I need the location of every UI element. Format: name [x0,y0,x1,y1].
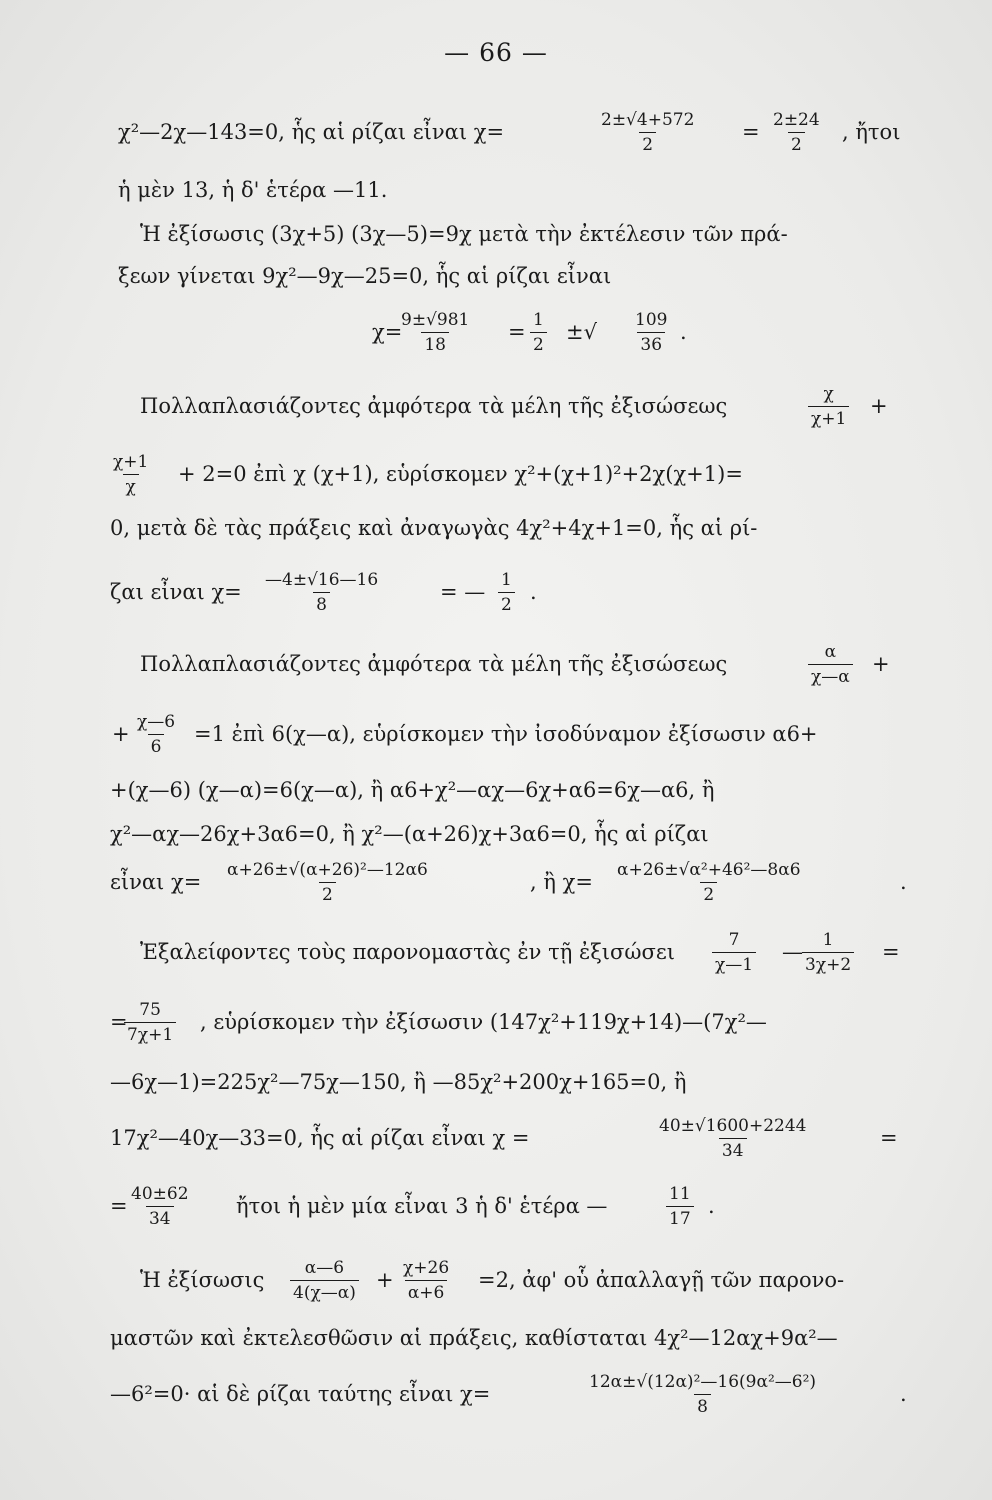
text-line-7: χ+1 χ + 2=0 ἐπὶ χ (χ+1), εὑρίσκομεν χ²+(χ+1)²+2χ(χ+1)= [0,442,992,506]
text-line-16: = 75 7χ+1 , εὑρίσκομεν τὴν ἐξίσωσιν (147χ²+119χ+14)—(7χ²— [0,990,992,1054]
fraction-x-over-x1: χ χ+1 [808,374,849,438]
text-line-2: ἡ μὲν 13, ἡ δ' ἑτέρα —11. [118,178,388,202]
fraction-a-over-x-a: α χ—α [808,632,853,696]
text-line-15: Ἐξαλείφοντες τοὺς παρονομαστὰς ἐν τῇ ἐξισώσει 7 χ—1 — 1 3χ+2 = [0,920,992,984]
text-line-12: +(χ—6) (χ—α)=6(χ—α), ἢ α6+χ²—αχ—6χ+α6=6χ—α6, ἢ [110,778,715,802]
line-1-equals: = [742,120,760,144]
text-line-9: ζαι εἶναι χ= —4±√16—16 8 = — 1 2 . [0,560,992,624]
fraction-1600-2244: 40±√1600+2244 34 [659,1115,807,1161]
line-1-text-a: χ²—2χ—143=0, ἧς αἱ ρίζαι εἶναι χ= [118,120,505,144]
text-line-17: —6χ—1)=225χ²—75χ—150, ἢ —85χ²+200χ+165=0, ἢ [110,1070,687,1094]
fraction-1-over-3x2: 1 3χ+2 [802,920,854,984]
fraction-x1-over-x: χ+1 χ [113,451,149,497]
text-line-11: + χ—6 6 =1 ἐπὶ 6(χ—α), εὑρίσκομεν τὴν ἰσοδύναμον ἐξίσωσιν α6+ [0,702,992,766]
fraction-root-formula-2: α+26±√α²+46²—8α6 2 [617,859,801,905]
fraction-x-6-over-6: χ—6 6 [137,711,176,757]
text-line-20: Ἡ ἐξίσωσις α—6 4(χ—α) + χ+26 α+6 =2, ἀφ' οὗ ἀπαλλαγῇ τῶν παρονο- [0,1248,992,1312]
fraction-quadratic-root: 2±√4+572 2 [601,109,695,155]
fraction-x26-over-a6: χ+26 α+6 [403,1257,450,1303]
text-line-1 [0,100,992,164]
equation-line-5: χ= 9±√981 18 = 1 2 ±√ 109 36 . [0,300,992,364]
fraction-12a: 12α±√(12α)²—16(9α²—6²) 8 [589,1371,817,1417]
text-line-10: Πολλαπλασιάζοντες ἀμφότερα τὰ μέλη τῆς ἐξισώσεως α χ—α + [0,632,992,696]
fraction-half: 1 2 [530,300,547,364]
text-line-13: χ²—αχ—26χ+3α6=0, ἢ χ²—(α+26)χ+3α6=0, ἧς αἱ ρίζαι [110,822,709,846]
fraction-11-17: 11 17 [666,1174,694,1238]
text-line-18: 17χ²—40χ—33=0, ἧς αἱ ρίζαι εἶναι χ = 40±√1600+2244 34 = [0,1106,992,1170]
fraction-109-36: 109 36 [635,309,668,355]
text-line-14: εἶναι χ= α+26±√(α+26)²—12α6 2 , ἢ χ= α+26±√α²+46²—8α6 2 . [0,850,992,914]
text-line-21: μαστῶν καὶ ἐκτελεσθῶσιν αἱ πράξεις, καθίσταται 4χ²—12αχ+9α²— [110,1326,838,1350]
fraction-one-half: 1 2 [498,560,515,624]
fraction-7-over-x-1: 7 χ—1 [712,920,756,984]
page-number: — 66 — [444,38,548,67]
fraction-16-16: —4±√16—16 8 [265,569,379,615]
line-1-text-c: , ἤτοι [842,120,901,144]
text-line-22: —6²=0· αἱ δὲ ρίζαι ταύτης εἶναι χ= 12α±√(12α)²—16(9α²—6²) 8 . [0,1362,992,1426]
fraction-a-b-over-4xa: α—6 4(χ—α) [290,1248,359,1312]
text-line-19: = 40±62 34 ἤτοι ἡ μὲν μία εἶναι 3 ἡ δ' ἑτέρα — 11 17 . [0,1174,992,1238]
fraction-981: 9±√981 18 [401,309,470,355]
fraction-75: 75 7χ+1 [124,990,176,1054]
fraction-root-value: 2±24 2 [773,109,820,155]
text-line-6: Πολλαπλασιάζοντες ἀμφότερα τὰ μέλη τῆς ἐξισώσεως χ χ+1 + [0,374,992,438]
text-line-3: Ἡ ἐξίσωσις (3χ+5) (3χ—5)=9χ μετὰ τὴν ἐκτέλεσιν τῶν πρά- [140,222,788,246]
fraction-40-62: 40±62 34 [131,1183,189,1229]
fraction-root-formula-1: α+26±√(α+26)²—12α6 2 [227,859,428,905]
text-line-8: 0, μετὰ δὲ τὰς πράξεις καὶ ἀναγωγὰς 4χ²+4χ+1=0, ἧς αἱ ρί- [110,516,758,540]
text-line-4: ξεων γίνεται 9χ²—9χ—25=0, ἧς αἱ ρίζαι εἶναι [118,264,612,288]
